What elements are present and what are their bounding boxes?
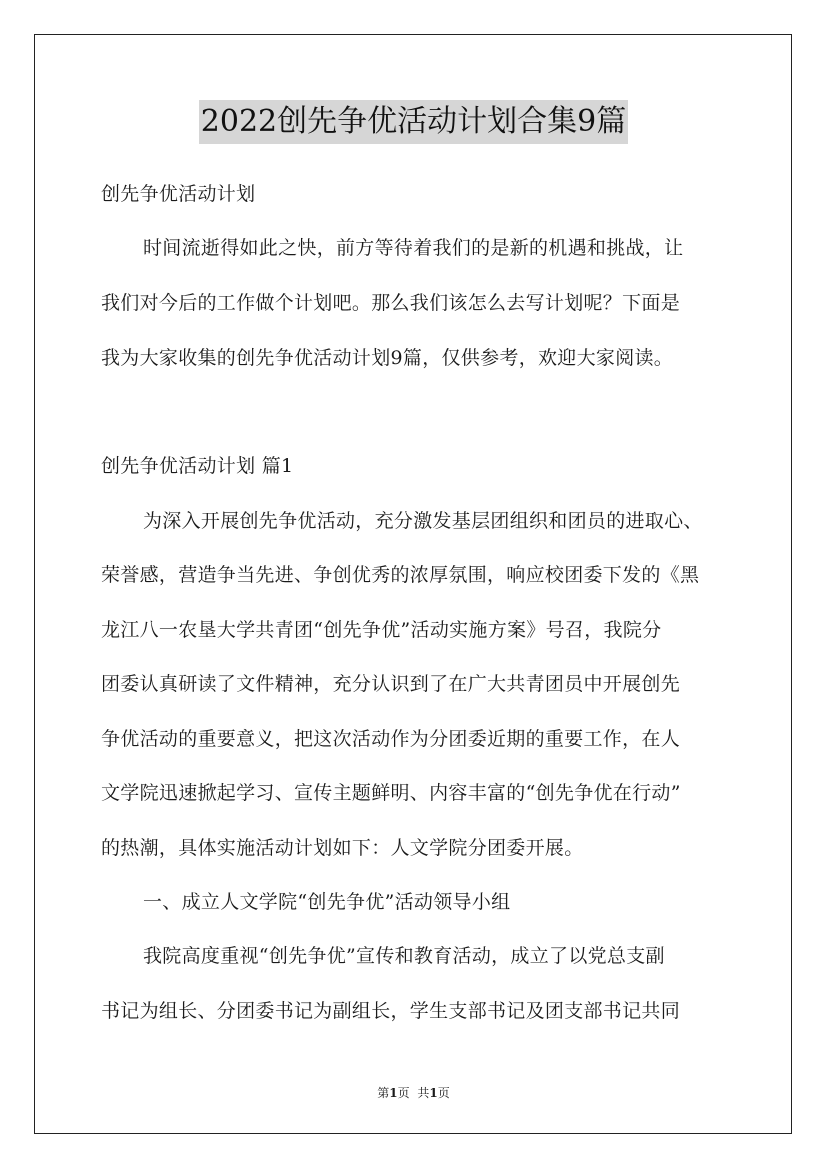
section-line: 为深入开展创先争优活动，充分激发基层团组织和团员的进取心、 [143, 510, 703, 532]
subheading: 一、成立人文学院“创先争优”活动领导小组 [143, 891, 511, 913]
footer-total-prefix: 共 [417, 1086, 430, 1100]
section-heading: 创先争优活动计划 篇1 [101, 455, 294, 477]
section-line: 荣誉感，营造争当先进、争创优秀的浓厚氛围，响应校团委下发的《黑 [101, 564, 700, 586]
document-title: 2022创先争优活动计划合集9篇 [199, 100, 628, 144]
page-footer [0, 1085, 827, 1101]
section-line: 争优活动的重要意义，把这次活动作为分团委近期的重要工作，在人 [101, 728, 681, 750]
intro-line: 时间流逝得如此之快，前方等待着我们的是新的机遇和挑战，让 [143, 237, 684, 259]
section-line: 龙江八一农垦大学共青团“创先争优”活动实施方案》号召，我院分 [101, 619, 662, 641]
footer-total-suffix: 页 [437, 1086, 450, 1100]
footer-total-number: 1 [429, 1086, 438, 1100]
document-heading: 创先争优活动计划 [101, 183, 256, 205]
section-line: 文学院迅速掀起学习、宣传主题鲜明、内容丰富的“创先争优在行动” [101, 782, 681, 804]
intro-line: 我为大家收集的创先争优活动计划9篇，仅供参考，欢迎大家阅读。 [101, 347, 674, 369]
intro-line: 我们对今后的工作做个计划吧。那么我们该怎么去写计划呢？下面是 [101, 292, 681, 314]
body-line: 我院高度重视“创先争优”宣传和教育活动，成立了以党总支副 [143, 945, 665, 967]
section-line: 的热潮，具体实施活动计划如下：人文学院分团委开展。 [101, 837, 584, 859]
section-line: 团委认真研读了文件精神，充分认识到了在广大共青团员中开展创先 [101, 673, 681, 695]
title-container [0, 100, 827, 144]
footer-page-number: 1 [389, 1086, 398, 1100]
footer-page-prefix: 第 [377, 1086, 390, 1100]
footer-page-mid: 页 [397, 1086, 410, 1100]
body-line: 书记为组长、分团委书记为副组长，学生支部书记及团支部书记共同 [101, 1000, 681, 1022]
